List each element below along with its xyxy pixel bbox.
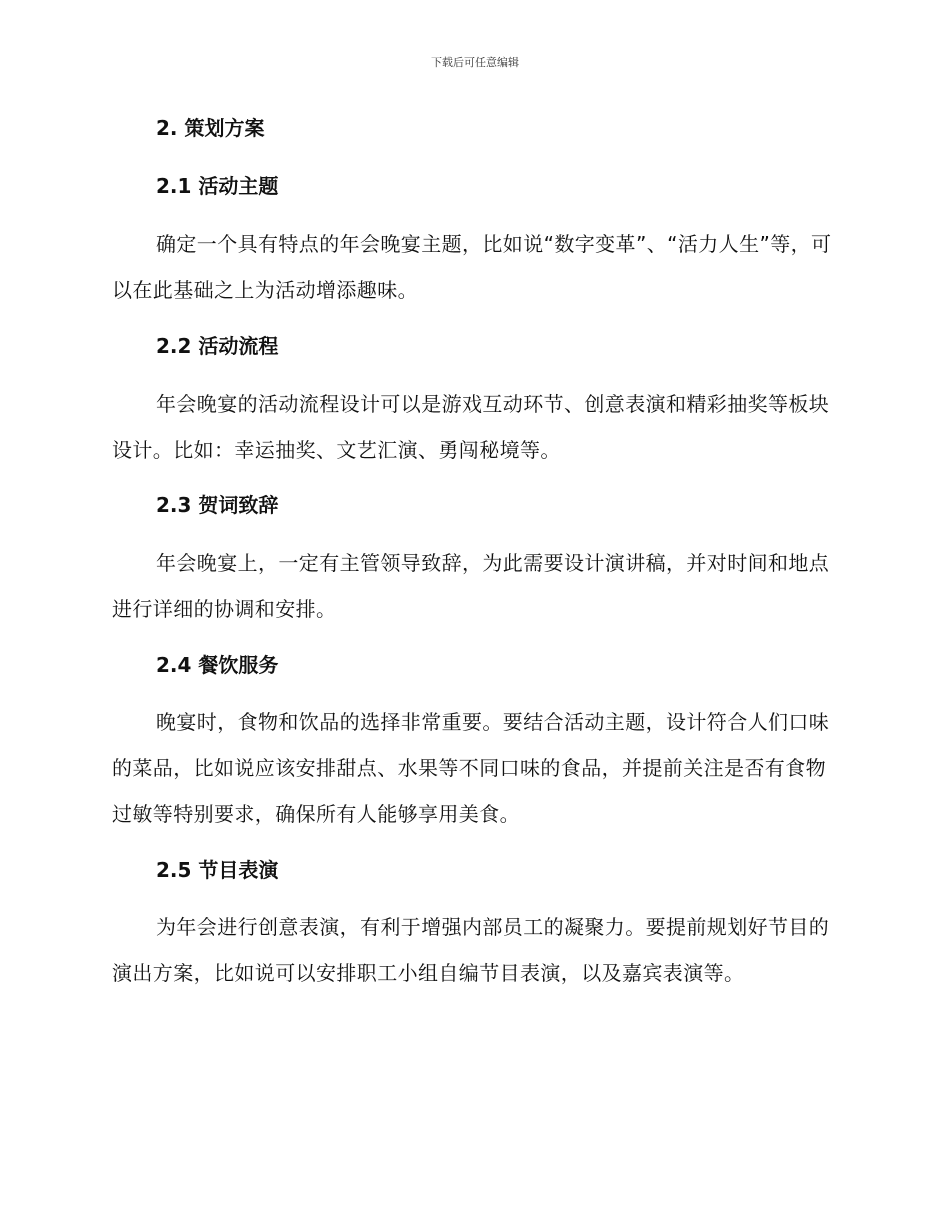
subsection-heading-2-5: 2.5 节目表演: [156, 858, 279, 882]
subsection-heading-2-3: 2.3 贺词致辞: [156, 493, 279, 517]
subsection-body-2-5: 为年会进行创意表演，有利于增强内部员工的凝聚力。要提前规划好节目的演出方案，比如说可以安排职工小组自编节目表演，以及嘉宾表演等。: [112, 915, 830, 985]
subsection-heading-2-4: 2.4 餐饮服务: [156, 653, 279, 677]
subsection-body-2-4: 晚宴时，食物和饮品的选择非常重要。要结合活动主题，设计符合人们口味的菜品，比如说应该安排甜点、水果等不同口味的食品，并提前关注是否有食物过敏等特别要求，确保所有人能够享用美食。: [112, 710, 830, 826]
subsection-body-2-2: 年会晚宴的活动流程设计可以是游戏互动环节、创意表演和精彩抽奖等板块设计。比如：幸运抽奖、文艺汇演、勇闯秘境等。: [112, 392, 830, 462]
subsection-heading-2-1: 2.1 活动主题: [156, 174, 279, 198]
subsection-body-2-1: 确定一个具有特点的年会晚宴主题，比如说“数字变革”、“活力人生”等，可以在此基础之上为活动增添趣味。: [112, 232, 832, 302]
subsection-heading-2-2: 2.2 活动流程: [156, 334, 279, 358]
section-title: 2. 策划方案: [156, 116, 265, 140]
page-header-note: 下载后可任意编辑: [431, 56, 519, 69]
subsection-body-2-3: 年会晚宴上，一定有主管领导致辞，为此需要设计演讲稿，并对时间和地点进行详细的协调和安排。: [112, 551, 830, 621]
